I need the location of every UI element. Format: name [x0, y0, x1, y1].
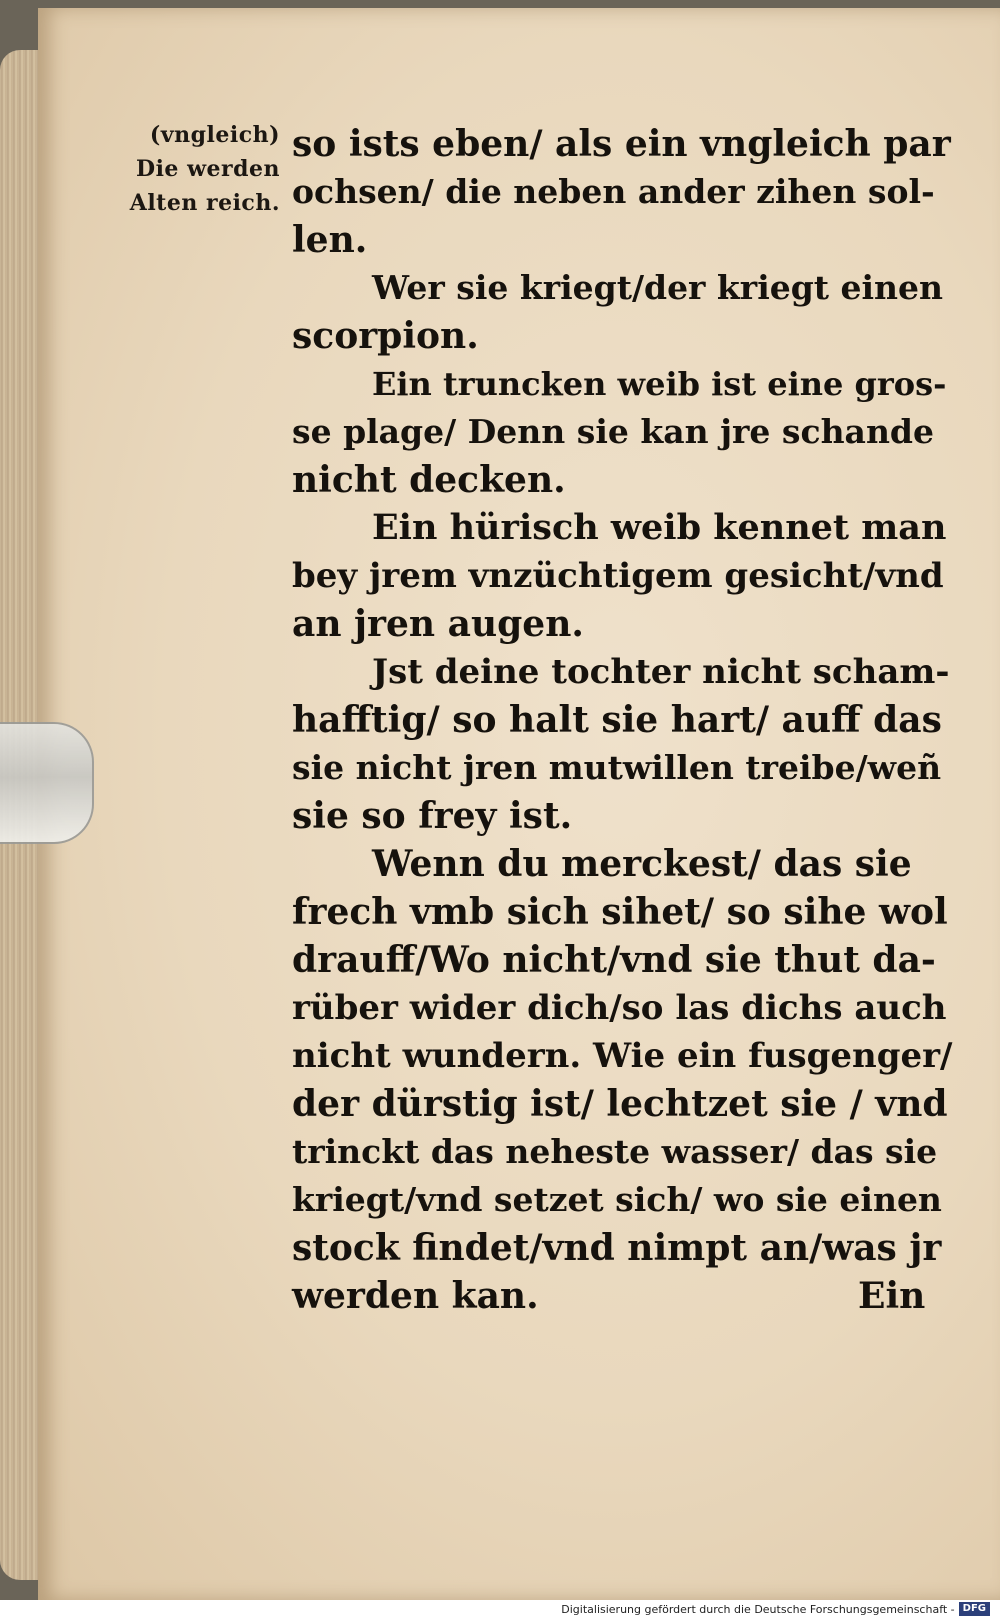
text-line: drauff/Wo nicht/vnd sie thut da- [292, 939, 936, 981]
text-line: sie nicht jren mutwillen treibe/weñ [292, 748, 942, 787]
text-line: sie so frey ist. [292, 795, 573, 837]
dfg-logo: DFG [959, 1602, 990, 1616]
text-line: so ists eben/ als ein vngleich par [292, 123, 951, 165]
marginal-note: Alten reich. [129, 190, 280, 216]
text-line: ochsen/ die neben ander zihen sol- [292, 172, 935, 211]
text-line: scorpion. [292, 315, 479, 357]
body-text [292, 120, 952, 1320]
text-line: rüber wider dich/so las dichs auch [292, 988, 947, 1028]
text-line: hafftig/ so halt sie hart/ auff das [292, 699, 942, 741]
text-line: Jst deine tochter nicht scham- [372, 652, 950, 692]
text-line: frech vmb sich sihet/ so sihe wol [292, 891, 948, 933]
text-line: Ein hürisch weib kennet man [372, 507, 947, 548]
text-line: Ein truncken weib ist eine gros- [372, 365, 947, 403]
marginal-note: Die werden [136, 156, 280, 182]
text-line: kriegt/vnd setzet sich/ wo sie einen [292, 1180, 942, 1219]
text-line: len. [292, 219, 368, 261]
text-line: Wer sie kriegt/der kriegt einen [372, 268, 944, 307]
text-line: werden kan. [292, 1275, 539, 1317]
text-line: nicht decken. [292, 459, 566, 501]
text-line: stock findet/vnd nimpt an/was jr [292, 1227, 942, 1269]
catchword: Ein [858, 1275, 926, 1317]
marginal-notes [100, 118, 280, 220]
text-line: Wenn du merckest/ das sie [372, 843, 912, 885]
text-line: der dürstig ist/ lechtzet sie / vnd [292, 1083, 948, 1125]
text-line: an jren augen. [292, 603, 584, 645]
text-line: trinckt das neheste wasser/ das sie [292, 1132, 938, 1171]
plastic-page-clip [0, 722, 94, 844]
text-line: nicht wundern. Wie ein fusgenger/ [292, 1036, 953, 1076]
text-line: bey jrem vnzüchtigem gesicht/vnd [292, 556, 944, 596]
funding-credit: Digitalisierung gefördert durch die Deutsche Forschungsgemeinschaft - [561, 1603, 955, 1616]
text-line: se plage/ Denn sie kan jre schande [292, 412, 935, 451]
digitization-footer [0, 1600, 1000, 1619]
marginal-note: (vngleich) [149, 122, 280, 148]
